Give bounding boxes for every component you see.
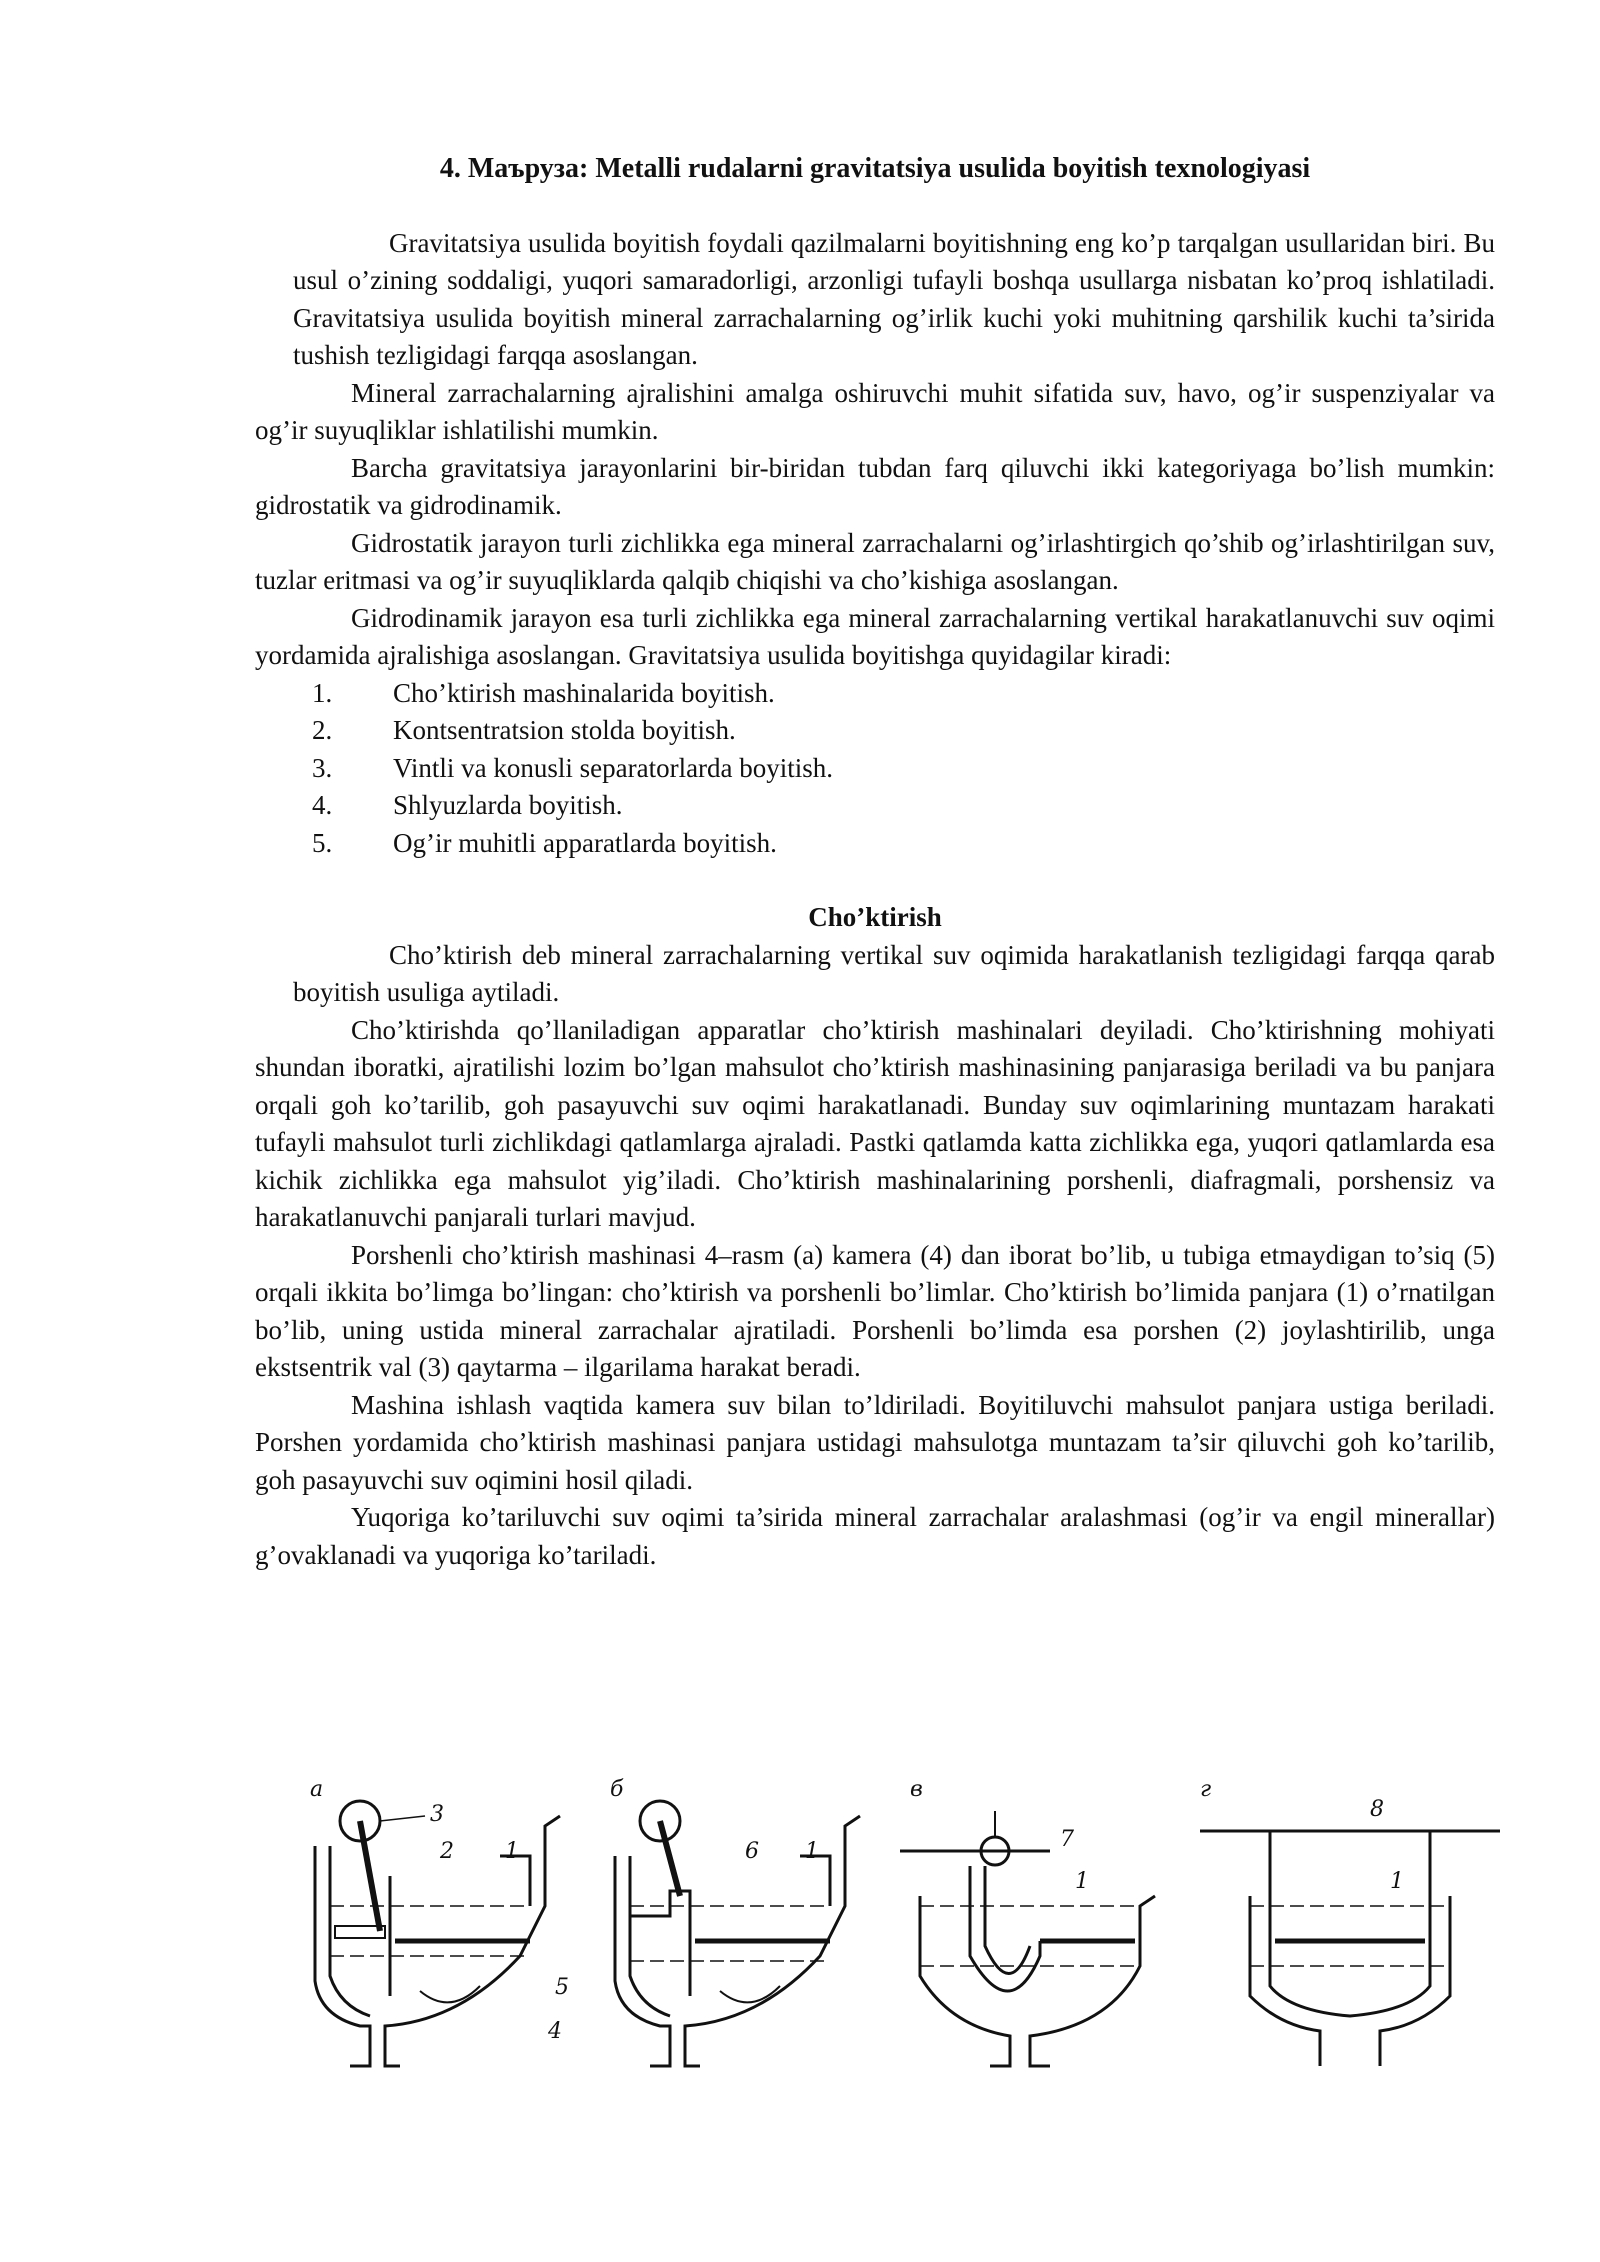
air-chamber [970, 1866, 1040, 1991]
callout: 3 [430, 1802, 444, 1827]
document-page [255, 150, 1495, 1574]
paragraph: Cho’ktirish deb mineral zarrachalarning vertikal suv oqimida harakatlanish tezligidagi farqqa qarab boyitish usuliga aytiladi. [293, 939, 1495, 1007]
list-text: Vintli va konusli separatorlarda boyitish. [393, 752, 834, 783]
tank-inner [630, 1856, 830, 2016]
section-title: Cho’ktirish [808, 902, 942, 932]
paragraph: Gravitatsiya usulida boyitish foydali qazilmalarni boyitishning eng ko’p tarqalgan usullaridan biri. Bu usul o’zining soddaligi, yuqori samaradorligi, arzonligi tufayli boshqa usullarga nisbatan ko’proq ishlatiladi. Gravitatsiya usulida boyitish mineral zarrachalarning og’irlik kuchi yoki muhitning qarshilik kuchi ta’sirida tushish tezligidagi farqqa asoslangan. [293, 227, 1495, 370]
callout: 8 [1370, 1797, 1384, 1822]
tank-outline [920, 1896, 1155, 2066]
list-text: Og’ir muhitli apparatlarda boyitish. [393, 827, 777, 858]
panel-c [900, 1777, 1155, 2066]
callout: 1 [1075, 1869, 1089, 1894]
tank-outline [1270, 1831, 1430, 2016]
paragraph: Yuqoriga ko’tariluvchi suv oqimi ta’sirida mineral zarrachalar aralashmasi (og’ir va engil minerallar) g’ovaklanadi va yuqoriga ko’tariladi. [255, 1502, 1495, 1570]
callout: 7 [1060, 1827, 1074, 1852]
list-number: 2. [312, 715, 333, 745]
panel-label: а [310, 1777, 324, 1802]
leader-line [380, 1816, 425, 1821]
method-list [255, 675, 1495, 863]
list-item [255, 675, 1495, 713]
callout: 1 [505, 1839, 519, 1864]
paragraph: Gidrostatik jarayon turli zichlikka ega mineral zarrachalarni og’irlashtirgich qo’shib og’irlashtirilgan suv, tuzlar eritmasi va og’ir suyuqliklarda qalqib chiqishi va cho’kishiga asoslangan. [255, 527, 1495, 595]
list-item [255, 787, 1495, 825]
callout: 4 [548, 2019, 562, 2044]
page-title: 4. Маъруза: Metalli rudalarni gravitatsiya usulida boyitish texnologiyasi [439, 153, 1311, 184]
flow-arrow [420, 1986, 480, 2002]
panel-d [1200, 1777, 1500, 2066]
callout: 1 [805, 1839, 819, 1864]
list-number: 5. [312, 827, 333, 858]
paragraph: Porshenli cho’ktirish mashinasi 4–rasm (a) kamera (4) dan iborat bo’lib, u tubiga etmaydigan to’siq (5) orqali ikkita bo’limga bo’lingan: cho’ktirish va porshenli bo’limlar. Cho’ktirish bo’limida panjara (1) o’rnatilgan bo’lib, uning ustida mineral zarrachalar ajratiladi. Porshenli bo’limda esa porshen (2) joylashtirilib, unga ekstsentrik val (3) qaytarma – ilgarilama harakat beradi. [255, 1239, 1495, 1382]
flow-arrow [720, 1986, 780, 2002]
jig-machine-figure [310, 1776, 1530, 2106]
paragraph: Gidrodinamik jarayon esa turli zichlikka ega mineral zarrachalarning vertikal harakatlanuvchi suv oqimi yordamida ajralishiga asoslangan. Gravitatsiya usulida boyitishga quyidagilar kiradi: [255, 602, 1495, 670]
callout: 5 [555, 1975, 569, 2000]
panel-label: г [1200, 1777, 1212, 1802]
list-item [255, 825, 1495, 863]
list-text: Shlyuzlarda boyitish. [393, 790, 623, 820]
list-text: Kontsentratsion stolda boyitish. [393, 715, 736, 745]
panel-label: в [910, 1777, 923, 1802]
jig-diagrams [310, 1776, 1530, 2106]
list-number: 3. [312, 752, 333, 783]
list-number: 4. [312, 790, 333, 820]
paragraph: Mineral zarrachalarning ajralishini amalga oshiruvchi muhit sifatida suv, havo, og’ir suspenziyalar va og’ir suyuqliklar ishlatilishi mumkin. [255, 377, 1495, 445]
list-number: 1. [312, 677, 333, 708]
list-item [255, 712, 1495, 750]
paragraph: Cho’ktirishda qo’llaniladigan apparatlar cho’ktirish mashinalari deyiladi. Cho’ktirishning mohiyati shundan iboratki, ajratilishi lozim bo’lgan mahsulot cho’ktirish mashinasining panjarasiga beriladi va bu panjara orqali goh ko’tarilib, goh pasayuvchi suv oqimi harakatlanadi. Bunday suv oqimlarining muntazam harakati tufayli mahsulot turli zichlikdagi qatlamlarga ajraladi. Pastki qatlamda katta zichlikka ega, yuqori qatlamlarda esa kichik zichlikka ega mahsulot yig’iladi. Cho’ktirish mashinalarining porshenli, diafragmali, porshensiz va harakatlanuvchi panjarali turlari mavjud. [255, 1014, 1495, 1232]
list-item [255, 750, 1495, 788]
tank-inner [1250, 1896, 1450, 2066]
list-text: Cho’ktirish mashinalarida boyitish. [393, 677, 775, 708]
callout: 2 [440, 1839, 454, 1864]
panel-label: б [610, 1777, 624, 1802]
panel-a [310, 1777, 569, 2066]
paragraph: Mashina ishlash vaqtida kamera suv bilan to’ldiriladi. Boyitiluvchi mahsulot panjara ustiga beriladi. Porshen yordamida cho’ktirish mashinasi panjara ustidagi mahsulotga muntazam ta’sir qiluvchi goh ko’tarilib, goh pasayuvchi suv oqimini hosil qiladi. [255, 1389, 1495, 1495]
callout: 1 [1390, 1869, 1404, 1894]
paragraph: Barcha gravitatsiya jarayonlarini bir-biridan tubdan farq qiluvchi ikki kategoriyaga bo’lish mumkin: gidrostatik va gidrodinamik. [255, 452, 1495, 520]
panel-b [610, 1777, 860, 2066]
callout: 6 [745, 1839, 759, 1864]
tank-inner [330, 1846, 530, 2016]
